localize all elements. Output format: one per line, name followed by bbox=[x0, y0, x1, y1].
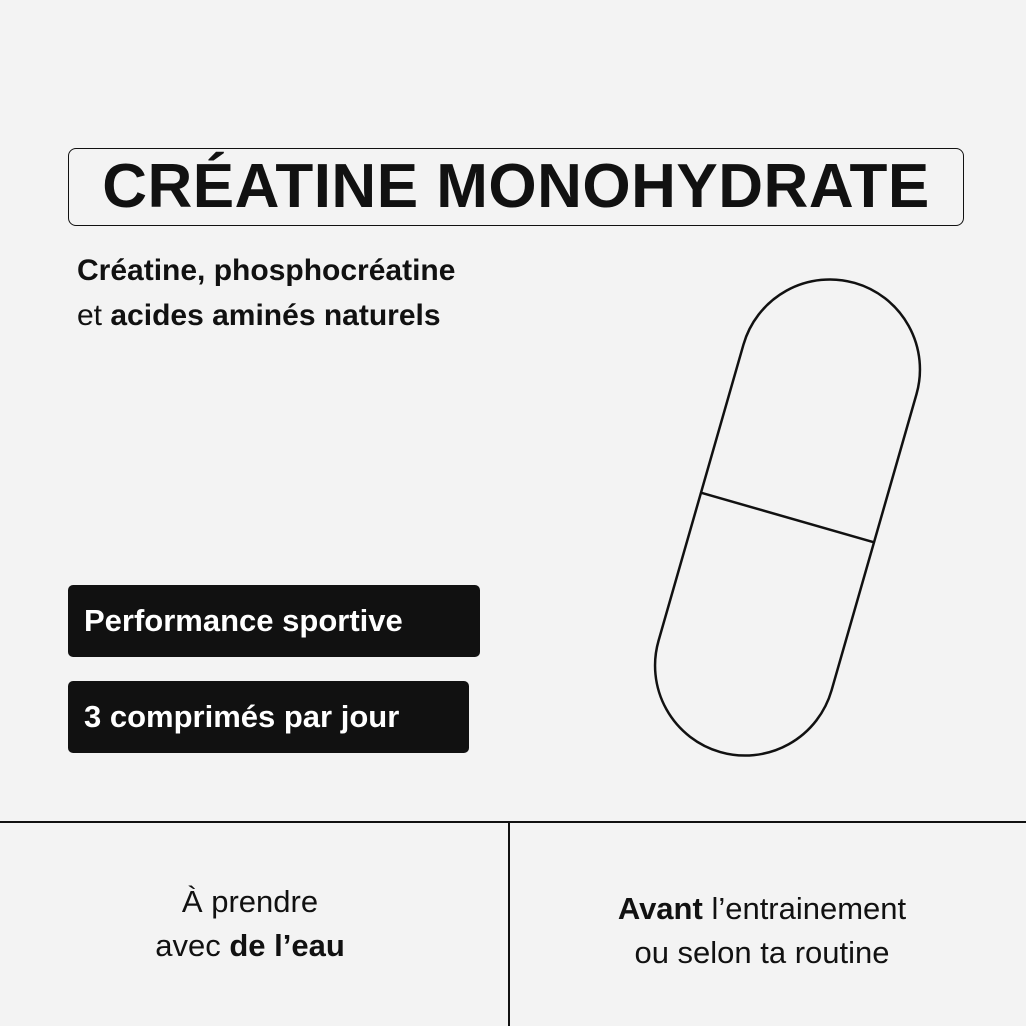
instruction-water-line-1-text: À prendre bbox=[181, 884, 319, 919]
tag-dosage bbox=[68, 681, 469, 753]
tag-dosage-label: 3 comprimés par jour bbox=[84, 699, 400, 734]
divider-horizontal bbox=[0, 821, 1026, 823]
instruction-timing-line-1-rest: l’entrainement bbox=[711, 891, 907, 926]
divider-vertical bbox=[508, 822, 510, 1026]
instruction-water-line-2 bbox=[0, 924, 500, 968]
instruction-water bbox=[0, 880, 500, 968]
product-subtitle bbox=[77, 248, 455, 338]
title-box bbox=[68, 148, 964, 226]
instruction-water-line-1 bbox=[0, 880, 500, 924]
instruction-timing-line-1 bbox=[512, 887, 1012, 931]
subtitle-line-2 bbox=[77, 293, 455, 338]
product-title: CRÉATINE MONOHYDRATE bbox=[102, 152, 930, 221]
instruction-timing-line-2 bbox=[512, 931, 1012, 975]
subtitle-line-2-bold: acides aminés naturels bbox=[110, 299, 441, 332]
instruction-timing-line-1-bold: Avant bbox=[617, 891, 703, 926]
subtitle-line-1 bbox=[77, 248, 455, 293]
tag-performance bbox=[68, 585, 480, 657]
instruction-water-line-2-bold: de l’eau bbox=[229, 928, 345, 963]
instruction-timing bbox=[512, 887, 1012, 975]
instruction-water-line-2-prefix: avec bbox=[155, 928, 221, 963]
subtitle-line-2-prefix: et bbox=[77, 299, 103, 332]
subtitle-line-1-text: Créatine, phosphocréatine bbox=[77, 254, 456, 287]
instruction-timing-line-2-text: ou selon ta routine bbox=[634, 935, 890, 970]
tag-performance-label: Performance sportive bbox=[84, 603, 403, 638]
capsule-icon bbox=[640, 255, 935, 780]
